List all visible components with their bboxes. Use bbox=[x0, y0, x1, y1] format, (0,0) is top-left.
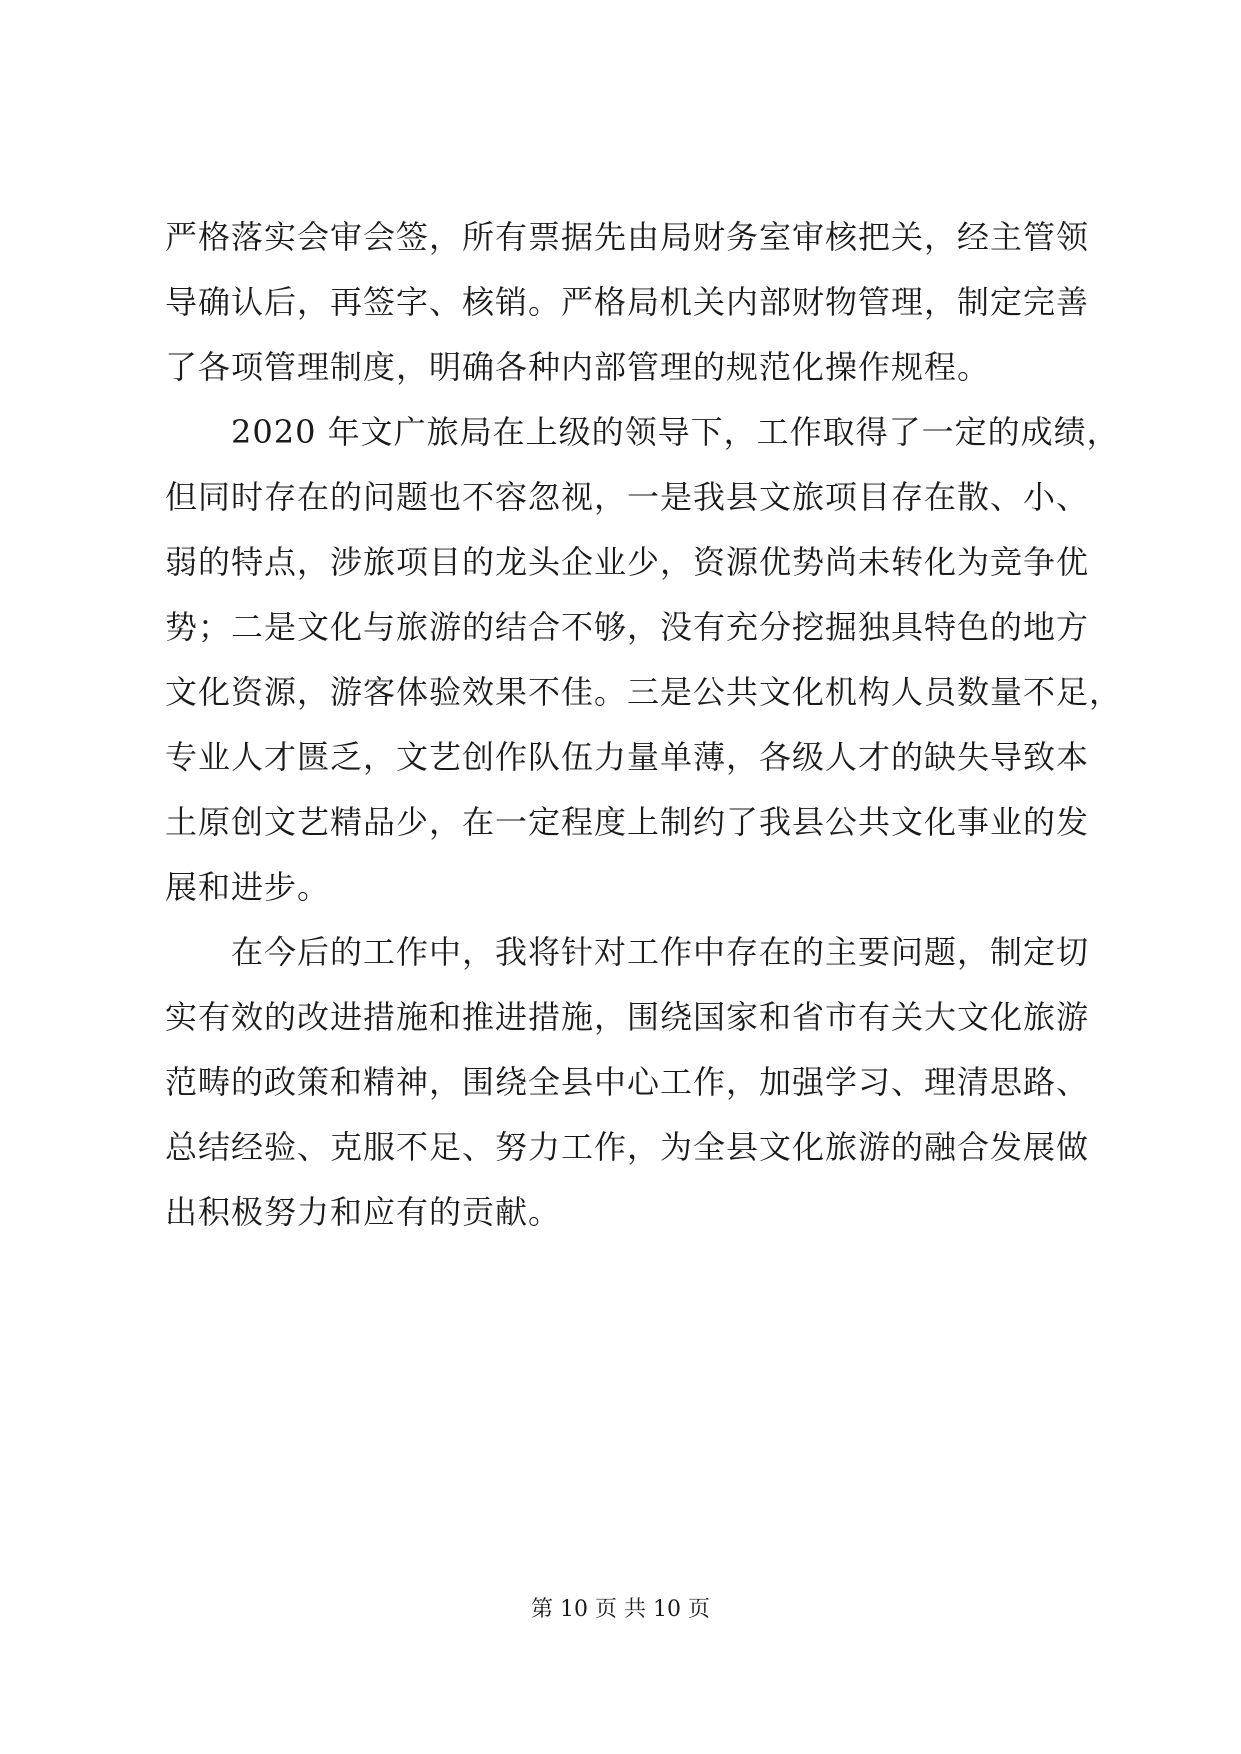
paragraph-2 bbox=[165, 400, 1123, 920]
text-line: 弱的特点，涉旅项目的龙头企业少，资源优势尚未转化为竞争优 bbox=[165, 543, 1090, 581]
text-line: 土原创文艺精品少，在一定程度上制约了我县公共文化事业的发 bbox=[165, 803, 1090, 841]
text-line: 势；二是文化与旅游的结合不够，没有充分挖掘独具特色的地方 bbox=[165, 608, 1090, 646]
text-line: 严格落实会审会签，所有票据先由局财务室审核把关，经主管领 bbox=[165, 218, 1090, 256]
text-line: 总结经验、克服不足、努力工作，为全县文化旅游的融合发展做 bbox=[165, 1128, 1090, 1166]
document-body bbox=[165, 205, 1123, 1245]
text-line: 展和进步。 bbox=[165, 868, 331, 906]
paragraph-1 bbox=[165, 205, 1090, 400]
text-line: 专业人才匮乏，文艺创作队伍力量单薄，各级人才的缺失导致本 bbox=[165, 738, 1090, 776]
text-line: 在今后的工作中，我将针对工作中存在的主要问题，制定切 bbox=[165, 933, 1090, 971]
text-line: 了各项管理制度，明确各种内部管理的规范化操作规程。 bbox=[165, 348, 991, 386]
text-line: 文化资源，游客体验效果不佳。三是公共文化机构人员数量不足， bbox=[165, 673, 1123, 711]
paragraph-3 bbox=[165, 920, 1090, 1245]
text-line: 导确认后，再签字、核销。严格局机关内部财物管理，制定完善 bbox=[165, 283, 1090, 321]
text-line: 范畴的政策和精神，围绕全县中心工作，加强学习、理清思路、 bbox=[165, 1063, 1090, 1101]
text-line: 实有效的改进措施和推进措施，围绕国家和省市有关大文化旅游 bbox=[165, 998, 1090, 1036]
text-line: 出积极努力和应有的贡献。 bbox=[165, 1193, 562, 1231]
page-footer: 第 10 页 共 10 页 bbox=[531, 1597, 710, 1622]
text-line: 2020 年文广旅局在上级的领导下，工作取得了一定的成绩， bbox=[165, 413, 1120, 451]
text-line: 但同时存在的问题也不容忽视，一是我县文旅项目存在散、小、 bbox=[165, 478, 1090, 516]
